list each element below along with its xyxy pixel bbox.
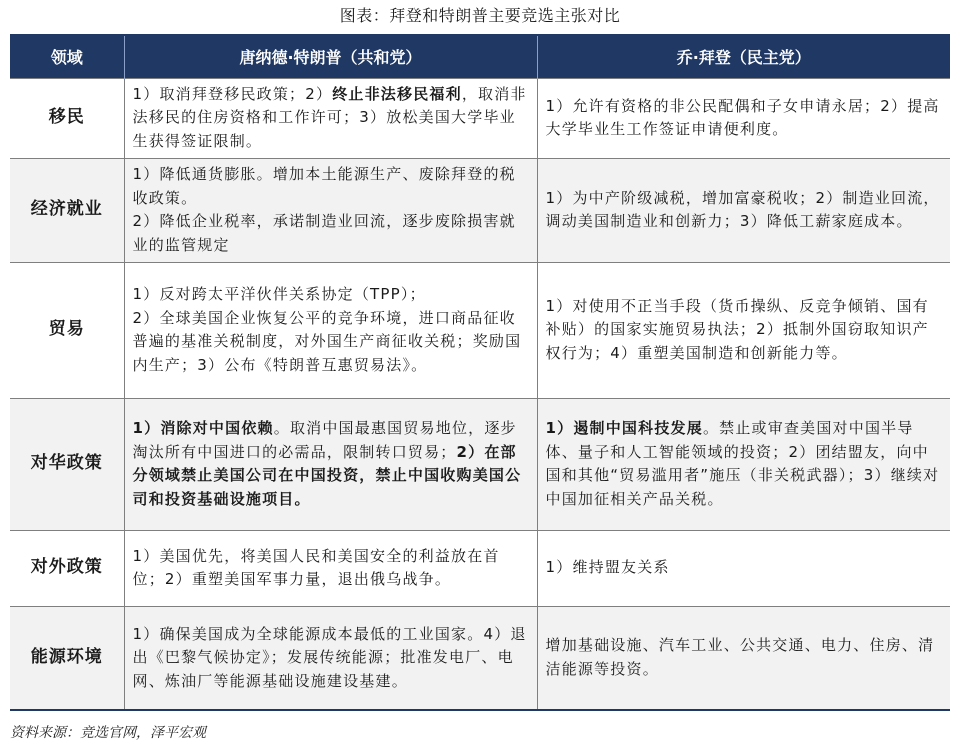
header-domain: 领域 [10,35,124,78]
cell-text: 1）允许有资格的非公民配偶和子女申请永居；2）提高大学毕业生工作签证申请便利度。 [545,96,940,138]
table-body [10,78,950,710]
header-row [10,35,950,78]
cell-text-bold: 1）消除对中国依赖 [132,419,274,437]
trump-cell [124,606,537,710]
comparison-table [10,34,950,711]
table-row [10,78,950,158]
biden-cell [537,398,950,530]
trump-cell [124,262,537,398]
table-row [10,606,950,710]
cell-text: 。取消中国最惠国贸易地位，逐步淘汰所有中国进口的必需品，限制转口贸易； [132,419,517,461]
row-domain: 能源环境 [10,606,124,710]
trump-cell [124,398,537,530]
header-trump: 唐纳德·特朗普（共和党） [124,35,537,78]
cell-text: 1）对使用不正当手段（货币操纵、反竞争倾销、国有补贴）的国家实施贸易执法；2）抵制外国窃取知识产权行为；4）重塑美国制造和创新能力等。 [545,296,929,362]
cell-text: 1）美国优先，将美国人民和美国安全的利益放在首位；2）重塑美国军事力量，退出俄乌战争。 [132,546,500,588]
table-row [10,530,950,606]
biden-cell [537,530,950,606]
row-domain: 对外政策 [10,530,124,606]
cell-text: 1）反对跨太平洋伙伴关系协定（TPP）； [132,285,426,303]
cell-text: 1）确保美国成为全球能源成本最低的工业国家。4）退出《巴黎气候协定》；发展传统能源；批准发电厂、电网、炼油厂等能源基础设施建设基建。 [132,624,527,690]
source-note: 资料来源：竞选官网，泽平宏观 [10,725,206,741]
header-biden: 乔·拜登（民主党） [537,35,950,78]
cell-text-bold: 2）在部分领域禁止美国公司在中国投资，禁止中国收购美国公司和投资基础设施项目。 [132,442,522,508]
trump-cell [124,530,537,606]
table-row [10,158,950,262]
row-domain: 贸易 [10,262,124,398]
cell-text: 1）取消拜登移民政策；2） [132,84,333,103]
cell-text: 2）全球美国企业恢复公平的竞争环境，进口商品征收普遍的基准关税制度，对外国生产商征收关税；奖励国内生产；3）公布《特朗普互惠贸易法》。 [132,308,522,374]
comparison-table-container [10,34,950,711]
cell-text-bold: 终止非法移民福利 [332,84,462,103]
trump-cell [124,158,537,262]
trump-cell [124,78,537,158]
row-domain: 经济就业 [10,158,124,262]
biden-cell [537,158,950,262]
row-domain: 移民 [10,78,124,158]
cell-text: 增加基础设施、汽车工业、公共交通、电力、住房、清洁能源等投资。 [545,636,935,678]
cell-text: 。禁止或审查美国对中国半导体、量子和人工智能领域的投资；2）团结盟友，向中国和其他“贸易滥用者”施压（非关税武器）；3）继续对中国加征相关产品关税。 [545,419,940,508]
table-header [10,35,950,78]
table-row [10,398,950,530]
row-domain: 对华政策 [10,398,124,530]
page-title: 图表：拜登和特朗普主要竞选主张对比 [339,6,621,25]
cell-text: 2）降低企业税率，承诺制造业回流，逐步废除损害就业的监管规定 [132,212,516,254]
biden-cell [537,606,950,710]
cell-text: ，取消非法移民的住房资格和工作许可；3）放松美国大学毕业生获得签证限制。 [132,84,527,150]
cell-text-bold: 1）遏制中国科技发展 [545,419,703,437]
table-row [10,262,950,398]
biden-cell [537,78,950,158]
cell-text: 1）降低通货膨胀。增加本土能源生产、废除拜登的税收政策。 [132,165,516,207]
cell-text: 1）维持盟友关系 [545,558,670,577]
cell-text: 1）为中产阶级减税，增加富豪税收；2）制造业回流，调动美国制造业和创新力；3）降低工薪家庭成本。 [545,188,940,230]
biden-cell [537,262,950,398]
